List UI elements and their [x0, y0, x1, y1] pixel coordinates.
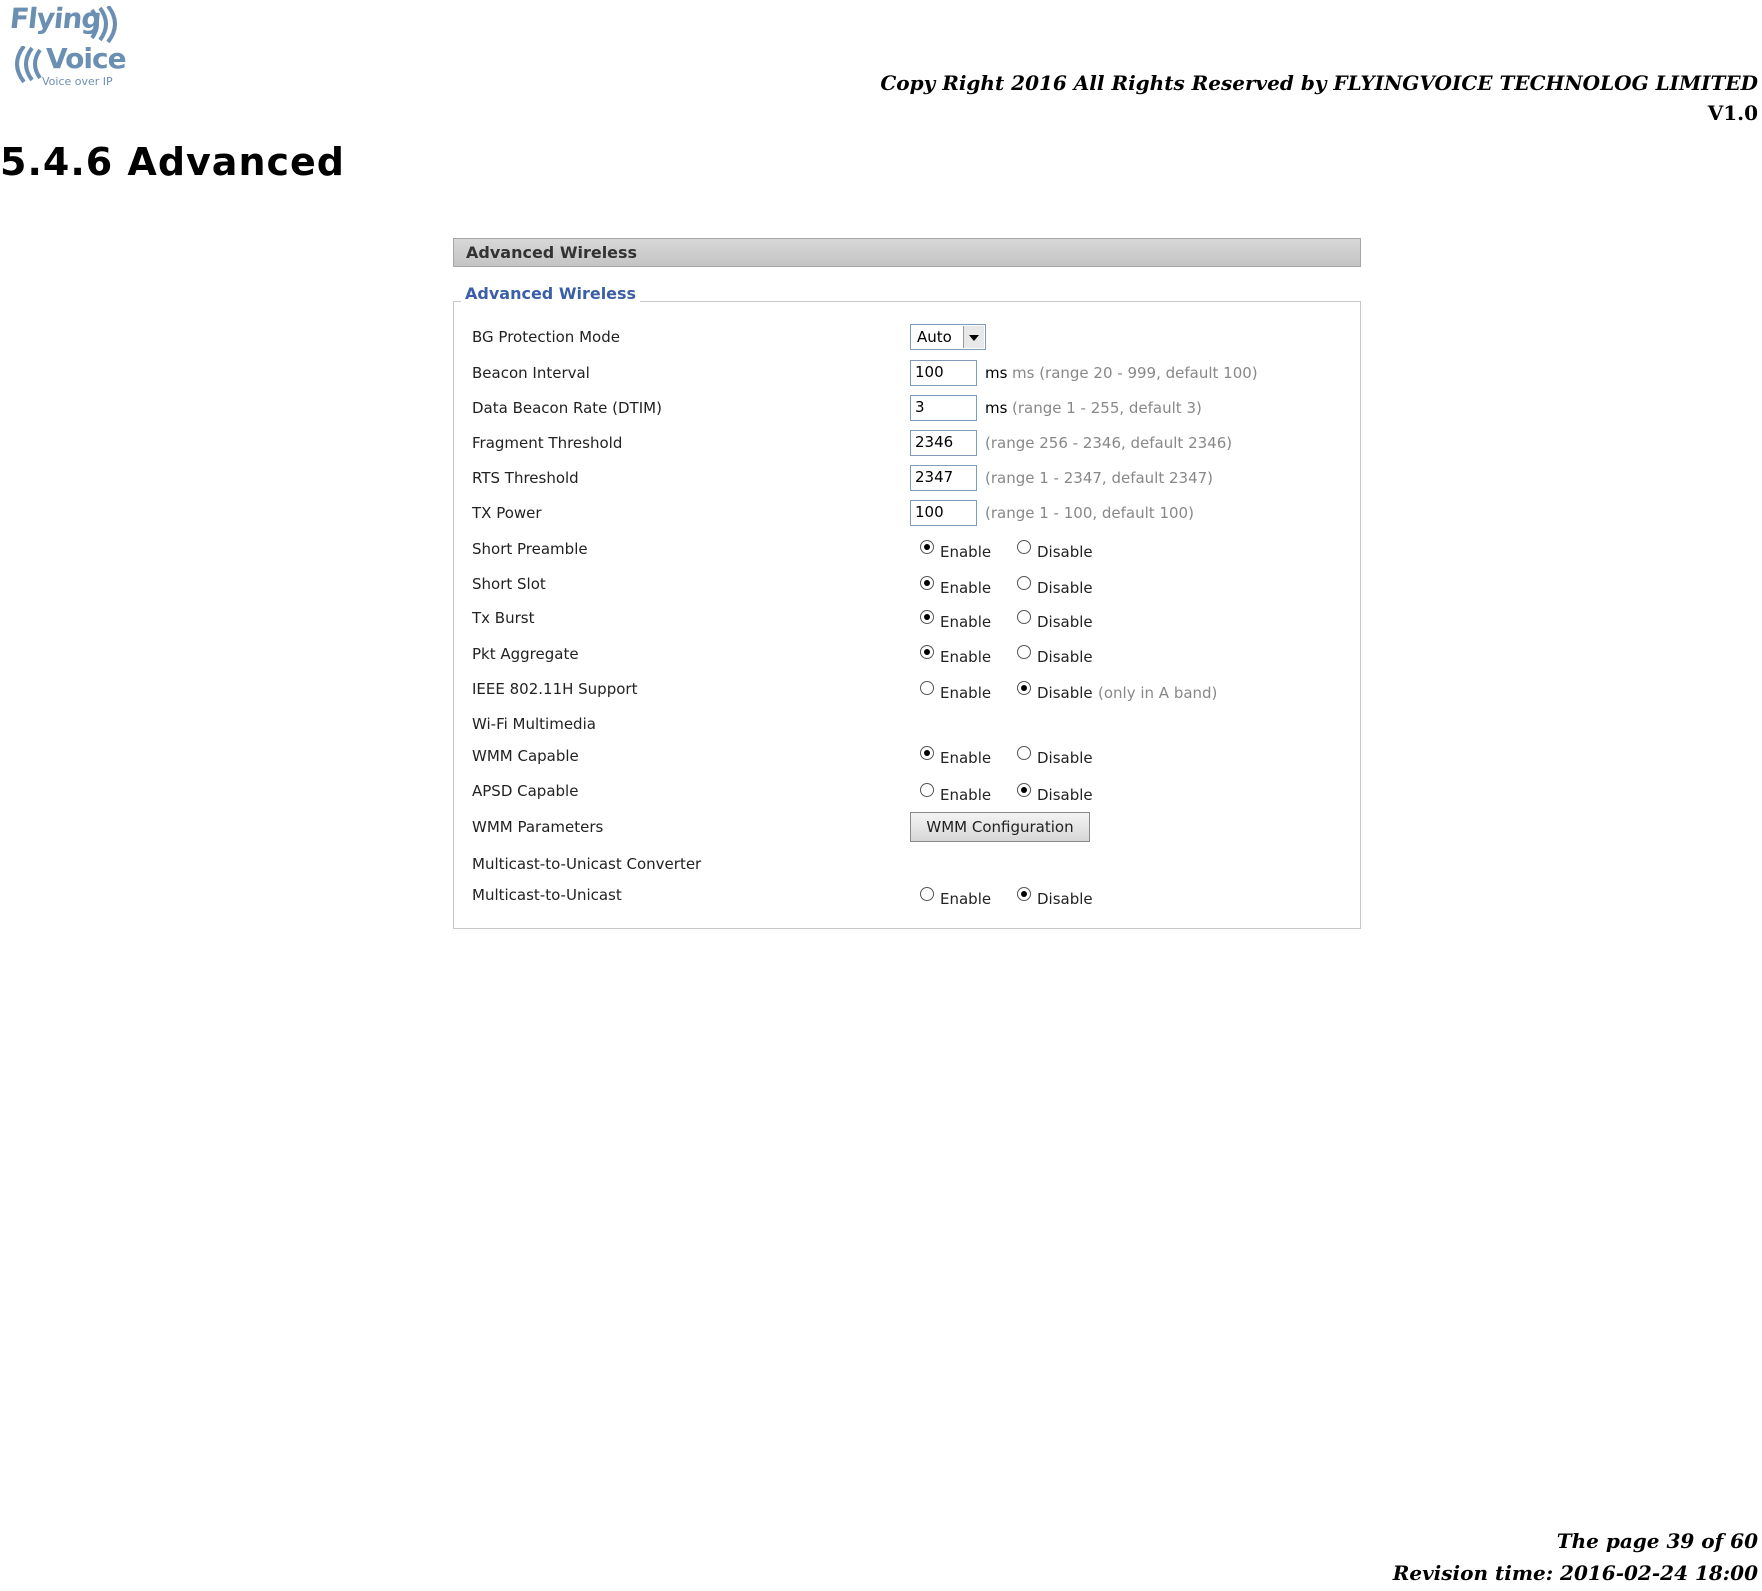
short-slot-disable-label: Disable: [1037, 579, 1093, 597]
fragment-threshold-hint: (range 256 - 2346, default 2346): [985, 434, 1233, 452]
ieee-80211h-hint: (only in A band): [1098, 684, 1218, 702]
beacon-interval-label: Beacon Interval: [472, 364, 590, 382]
pkt-aggregate-label: Pkt Aggregate: [472, 645, 579, 663]
wmm-capable-label: WMM Capable: [472, 747, 579, 765]
tx-power-hint: (range 1 - 100, default 100): [985, 504, 1194, 522]
short-preamble-label: Short Preamble: [472, 540, 588, 558]
tx-burst-disable-label: Disable: [1037, 613, 1093, 631]
bg-protection-value: Auto: [917, 328, 952, 346]
beacon-interval-hint: ms (range 20 - 999, default 100): [1012, 364, 1258, 382]
ieee-80211h-enable-radio[interactable]: [920, 681, 934, 695]
short-slot-enable-radio[interactable]: [920, 576, 934, 590]
tx-burst-disable-radio[interactable]: [1017, 610, 1031, 624]
mcast-unicast-disable-label: Disable: [1037, 890, 1093, 908]
wmm-capable-enable-radio[interactable]: [920, 746, 934, 760]
short-slot-disable-radio[interactable]: [1017, 576, 1031, 590]
dtim-hint: (range 1 - 255, default 3): [1012, 399, 1202, 417]
mcast-converter-label: Multicast-to-Unicast Converter: [472, 855, 702, 873]
version-text: V1.0: [1707, 101, 1758, 125]
short-preamble-enable-label: Enable: [940, 543, 992, 561]
fragment-threshold-label: Fragment Threshold: [472, 434, 623, 452]
rts-threshold-input[interactable]: 2347: [910, 465, 977, 491]
wifi-multimedia-label: Wi-Fi Multimedia: [472, 715, 596, 733]
rts-threshold-hint: (range 1 - 2347, default 2347): [985, 469, 1214, 487]
dtim-label: Data Beacon Rate (DTIM): [472, 399, 662, 417]
rts-threshold-label: RTS Threshold: [472, 469, 579, 487]
wmm-capable-disable-radio[interactable]: [1017, 746, 1031, 760]
signal-waves-left-icon: [10, 46, 46, 86]
apsd-capable-enable-radio[interactable]: [920, 783, 934, 797]
dtim-input[interactable]: 3: [910, 395, 977, 421]
mcast-unicast-enable-radio[interactable]: [920, 887, 934, 901]
fragment-threshold-input[interactable]: 2346: [910, 430, 977, 456]
short-preamble-enable-radio[interactable]: [920, 540, 934, 554]
logo-tagline: Voice over IP: [42, 75, 113, 88]
flyingvoice-logo: [6, 2, 126, 90]
tx-power-label: TX Power: [472, 504, 542, 522]
panel-header-title: Advanced Wireless: [466, 243, 638, 262]
logo-word-flying: Flying: [8, 2, 103, 35]
section-title: 5.4.6 Advanced: [0, 140, 345, 184]
dtim-unit: ms: [985, 399, 1008, 417]
bg-protection-label: BG Protection Mode: [472, 328, 620, 346]
page-number: The page 39 of 60: [1556, 1529, 1758, 1553]
short-preamble-disable-radio[interactable]: [1017, 540, 1031, 554]
tx-burst-enable-radio[interactable]: [920, 610, 934, 624]
pkt-aggregate-disable-radio[interactable]: [1017, 645, 1031, 659]
copyright-text: Copy Right 2016 All Rights Reserved by FLYINGVOICE TECHNOLOG LIMITED: [880, 71, 1758, 95]
ieee-80211h-enable-label: Enable: [940, 684, 992, 702]
mcast-unicast-enable-label: Enable: [940, 890, 992, 908]
fieldset-legend: Advanced Wireless: [461, 284, 640, 303]
wmm-configuration-button[interactable]: WMM Configuration: [910, 812, 1090, 842]
logo-word-voice: Voice: [46, 42, 126, 75]
apsd-capable-enable-label: Enable: [940, 786, 992, 804]
short-slot-enable-label: Enable: [940, 579, 992, 597]
mcast-unicast-label: Multicast-to-Unicast: [472, 886, 622, 904]
panel-header: [453, 238, 1361, 267]
apsd-capable-disable-radio[interactable]: [1017, 783, 1031, 797]
ieee-80211h-disable-radio[interactable]: [1017, 681, 1031, 695]
pkt-aggregate-disable-label: Disable: [1037, 648, 1093, 666]
tx-burst-label: Tx Burst: [472, 609, 535, 627]
beacon-interval-input[interactable]: 100: [910, 360, 977, 386]
wmm-capable-disable-label: Disable: [1037, 749, 1093, 767]
wmm-capable-enable-label: Enable: [940, 749, 992, 767]
ieee-80211h-disable-label: Disable: [1037, 684, 1093, 702]
pkt-aggregate-enable-radio[interactable]: [920, 645, 934, 659]
apsd-capable-label: APSD Capable: [472, 782, 579, 800]
bg-protection-select[interactable]: [910, 324, 986, 350]
tx-power-input[interactable]: 100: [910, 500, 977, 526]
wmm-parameters-label: WMM Parameters: [472, 818, 604, 836]
advanced-wireless-panel: [453, 238, 1361, 929]
mcast-unicast-disable-radio[interactable]: [1017, 887, 1031, 901]
revision-time: Revision time: 2016-02-24 18:00: [1392, 1561, 1758, 1585]
apsd-capable-disable-label: Disable: [1037, 786, 1093, 804]
chevron-down-icon[interactable]: [963, 326, 984, 348]
short-slot-label: Short Slot: [472, 575, 546, 593]
ieee-80211h-label: IEEE 802.11H Support: [472, 680, 638, 698]
short-preamble-disable-label: Disable: [1037, 543, 1093, 561]
tx-burst-enable-label: Enable: [940, 613, 992, 631]
beacon-interval-unit: ms: [985, 364, 1008, 382]
pkt-aggregate-enable-label: Enable: [940, 648, 992, 666]
